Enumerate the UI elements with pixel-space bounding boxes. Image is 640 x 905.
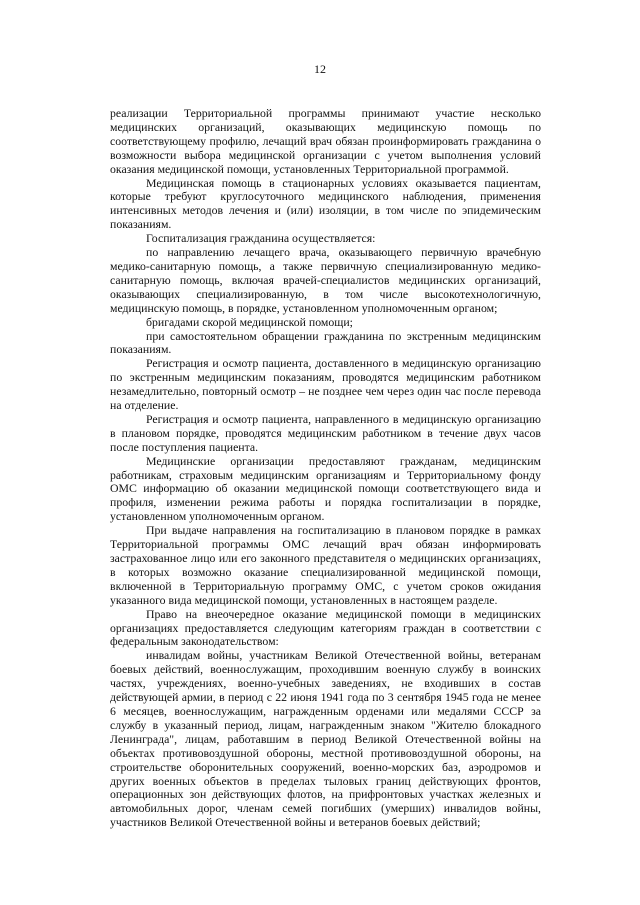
list-item-referral: по направлению лечащего врача, оказывающего первичную врачебную медико-санитарную помощь, а также первичную специализированную медико-санитарную помощь, включая врачей-специалистов медицинских организаций, оказывающих специализированную, в том числе высокотехнологичную, медицинскую помощь, в порядке, установленном уполномоченным органом;	[110, 245, 541, 315]
list-item-ambulance: бригадами скорой медицинской помощи;	[146, 314, 353, 329]
paragraph-priority-care: Право на внеочередное оказание медицинской помощи в медицинских организациях предоставляется следующим категориям граждан в соответствии с федеральным законодательством:	[110, 606, 541, 649]
paragraph-inpatient-care: Медицинская помощь в стационарных условиях оказывается пациентам, которые требуют круглосуточного медицинского наблюдения, применения интенсивных методов лечения и (или) изоляции, в том числе по эпидемическим показаниям.	[110, 175, 541, 232]
paragraph-emergency-registration: Регистрация и осмотр пациента, доставленного в медицинскую организацию по экстренным медицинским показаниям, проводятся медицинским работником незамедлительно, повторный осмотр – не позднее чем через один час после перевода на отделение.	[110, 356, 541, 413]
list-item-self-referral: при самостоятельном обращении гражданина по экстренным медицинским показаниям.	[110, 328, 541, 357]
paragraph-continuation: реализации Территориальной программы принимают участие несколько медицинских организаций, оказывающих медицинскую помощь по соответствующему профилю, лечащий врач обязан проинформировать гражданина о возможности выбора медицинской организации с учетом выполнения условий оказания медицинской помощи, установленных Территориальной программой.	[110, 106, 541, 176]
page-number: 12	[314, 62, 326, 76]
document-body	[110, 107, 541, 830]
paragraph-hospitalization-intro: Госпитализация гражданина осуществляется:	[146, 231, 376, 246]
paragraph-referral-information: При выдаче направления на госпитализацию в плановом порядке в рамках Территориальной программы ОМС лечащий врач обязан информировать застрахованное лицо или его законного представителя о медицинских организациях, в которых возможно оказание специализированной медицинской помощи, включенной в Территориальную программу ОМС, с учетом сроков ожидания указанного вида медицинской помощи, установленных в настоящем разделе.	[110, 523, 541, 607]
list-item-war-veterans: инвалидам войны, участникам Великой Отечественной войны, ветеранам боевых действий, военнослужащим, проходившим военную службу в воинских частях, учреждениях, военно-учебных заведениях, не входивших в состав действующей армии, в период с 22 июня 1941 года по 3 сентября 1945 года не менее 6 месяцев, военнослужащим, награжденным орденами или медалями СССР за службу в указанный период, лицам, награжденным знаком "Жителю блокадного Ленинграда", лицам, работавшим в период Великой Отечественной войны на объектах противовоздушной обороны, местной противовоздушной обороны, на строительстве оборонительных сооружений, военно-морских баз, аэродромов и других военных объектов в пределах тыловых границ действующих фронтов, операционных зон действующих флотов, на прифронтовых участках железных и автомобильных дорог, членам семей погибших (умерших) инвалидов войны, участников Великой Отечественной войны и ветеранов боевых действий;	[110, 648, 541, 830]
paragraph-planned-registration: Регистрация и осмотр пациента, направленного в медицинскую организацию в плановом порядке, проводятся медицинским работником в течение двух часов после поступления пациента.	[110, 411, 541, 454]
paragraph-information-provision: Медицинские организации предоставляют гражданам, медицинским работникам, страховым медицинским организациям и Территориальному фонду ОМС информацию об оказании медицинской помощи соответствующего вида и профиля, изменении режима работы и порядка госпитализации в порядке, установленном уполномоченным органом.	[110, 453, 541, 524]
